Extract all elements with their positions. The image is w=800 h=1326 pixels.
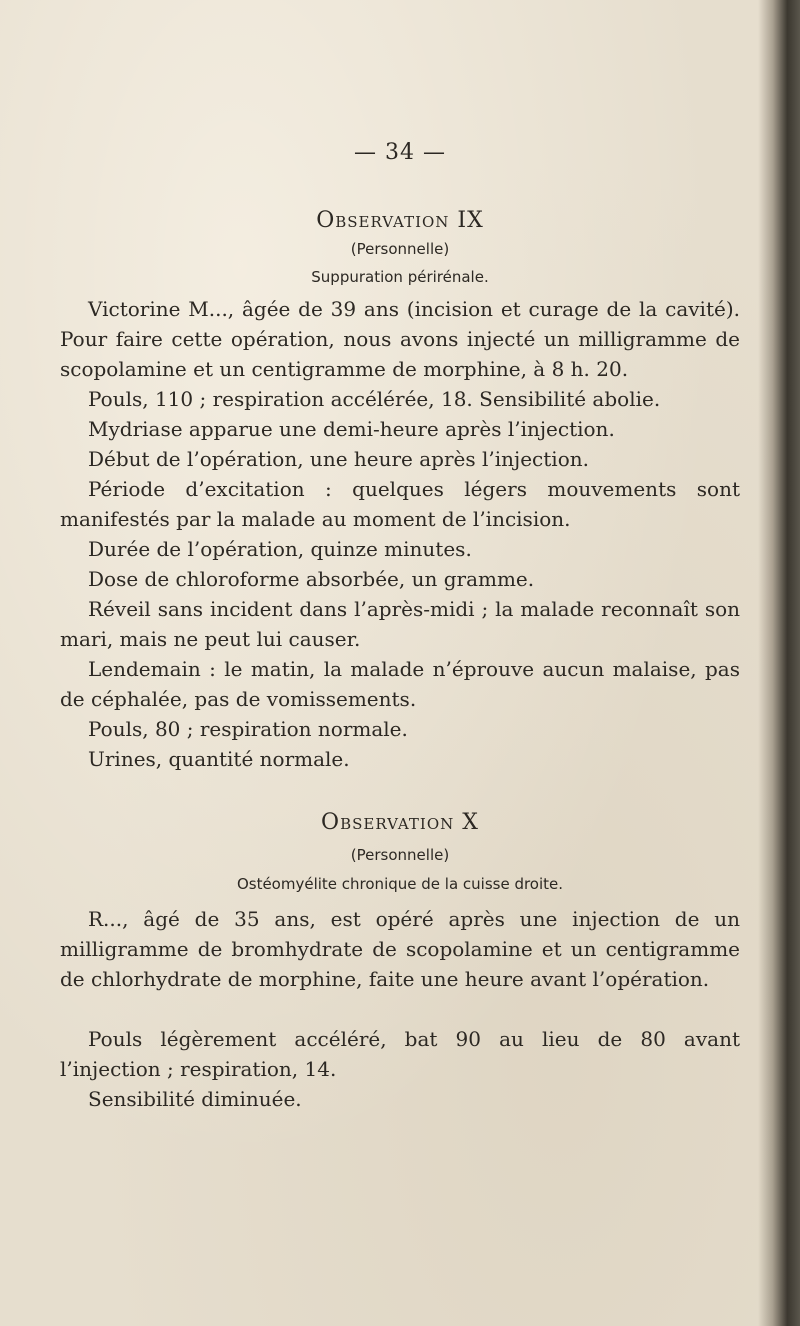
observation-9-diagnosis: Suppuration périrénale.	[311, 268, 489, 286]
observation-9-paragraph: Pouls, 110 ; respiration accélérée, 18. Sensibilité abolie.	[88, 387, 661, 411]
page-binding-edge	[758, 0, 800, 1326]
observation-9-type: (Personnelle)	[350, 240, 450, 258]
observation-9-paragraph: Victorine M..., âgée de 39 ans (incision et curage de la cavité). Pour faire cette opération, nous avons injecté un milligramme de scopolamine et un centigramme de morphine, à 8 h. 20.	[60, 297, 740, 381]
observation-9-paragraph: Urines, quantité normale.	[88, 747, 350, 771]
observation-9-paragraph: Début de l’opération, une heure après l’injection.	[88, 447, 589, 471]
observation-10-type: (Personnelle)	[350, 846, 450, 864]
observation-9-title: Observation IX	[316, 208, 484, 233]
observation-9-paragraph: Mydriase apparue une demi-heure après l’injection.	[88, 417, 615, 441]
observation-9-paragraph: Réveil sans incident dans l’après-midi ; la malade reconnaît son mari, mais ne peut lui causer.	[60, 597, 740, 651]
observation-9-paragraph: Période d’excitation : quelques légers mouvements sont manifestés par la malade au moment de l’incision.	[60, 477, 740, 531]
observation-10-paragraph: Sensibilité diminuée.	[88, 1087, 302, 1111]
observation-10-paragraph: R..., âgé de 35 ans, est opéré après une injection de un milligramme de bromhydrate de scopolamine et un centigramme de chlorhydrate de morphine, faite une heure avant l’opération.	[60, 907, 740, 991]
observation-9-paragraph: Pouls, 80 ; respiration normale.	[88, 717, 408, 741]
observation-10-title: Observation X	[321, 810, 479, 835]
observation-9-paragraph: Durée de l’opération, quinze minutes.	[88, 537, 472, 561]
observation-10-paragraph: Pouls légèrement accéléré, bat 90 au lieu de 80 avant l’injection ; respiration, 14.	[60, 1027, 740, 1081]
page-number: — 34 —	[354, 140, 446, 165]
observation-10-diagnosis: Ostéomyélite chronique de la cuisse droite.	[236, 875, 564, 893]
observation-9-paragraph: Dose de chloroforme absorbée, un gramme.	[88, 567, 535, 591]
observation-9-paragraph: Lendemain : le matin, la malade n’éprouve aucun malaise, pas de céphalée, pas de vomissements.	[60, 657, 740, 711]
